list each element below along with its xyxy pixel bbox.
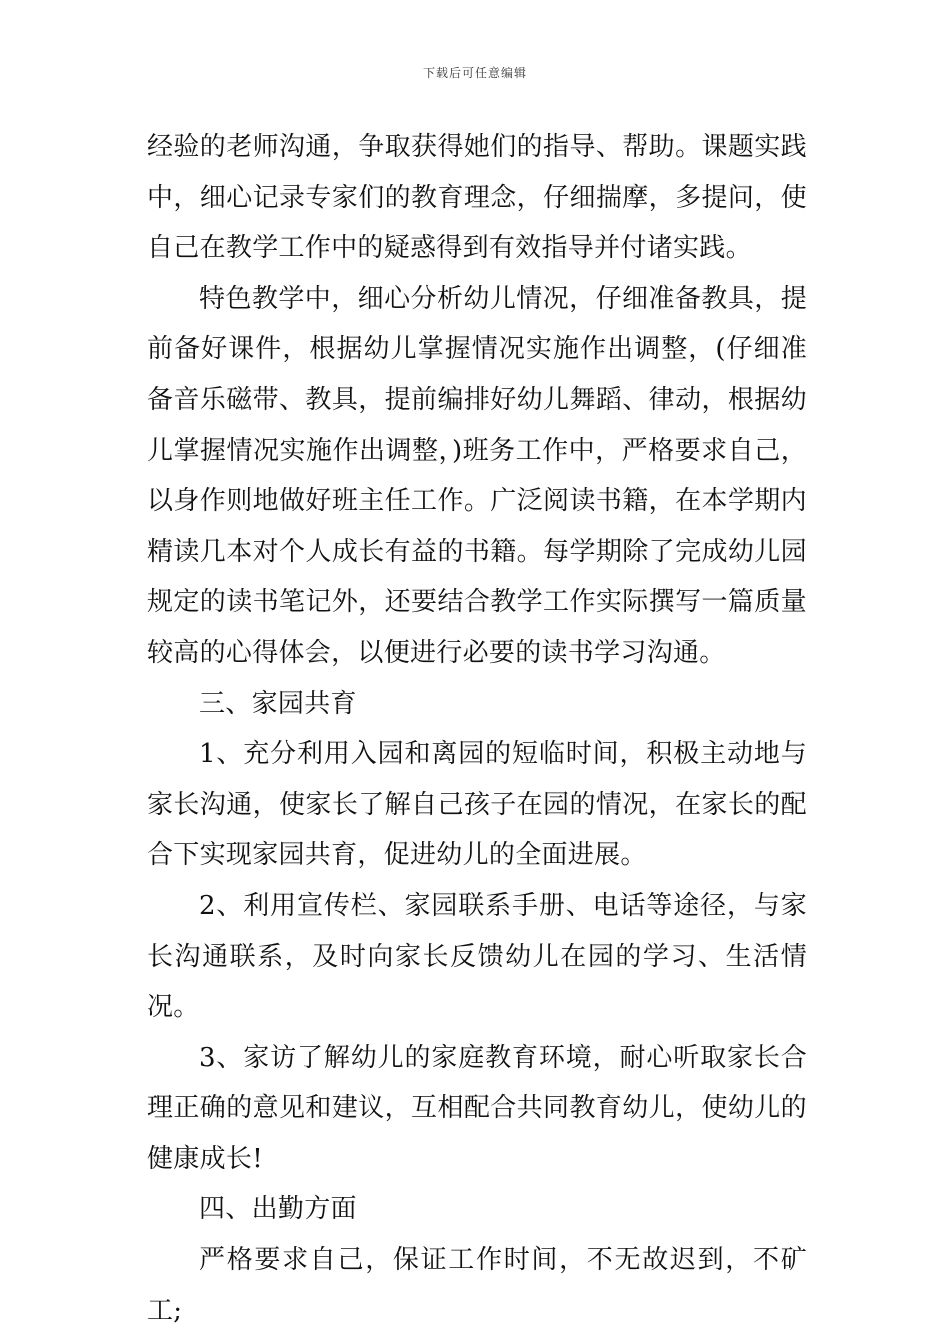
page-header: 下载后可任意编辑 [422, 66, 527, 80]
list-item-2: 2、利用宣传栏、家园联系手册、电话等途径，与家长沟通联系，及时向家长反馈幼儿在园的学习、生活情况。 [147, 890, 807, 1023]
paragraph-attendance: 严格要求自己，保证工作时间，不无故迟到，不矿工; [147, 1245, 807, 1326]
section-heading-home-school: 三、家园共育 [199, 688, 357, 719]
list-item-3: 3、家访了解幼儿的家庭教育环境，耐心听取家长合理正确的意见和建议，互相配合共同教育幼儿，使幼儿的健康成长! [147, 1042, 807, 1174]
list-item-1: 1、充分利用入园和离园的短临时间，积极主动地与家长沟通，使家长了解自己孩子在园的情况，在家长的配合下实现家园共育，促进幼儿的全面进展。 [147, 739, 807, 871]
section-heading-attendance: 四、出勤方面 [199, 1194, 357, 1225]
paragraph-continuation: 经验的老师沟通，争取获得她们的指导、帮助。课题实践中，细心记录专家们的教育理念，仔细揣摩，多提问，使自己在教学工作中的疑惑得到有效指导并付诸实践。 [147, 132, 807, 264]
document-body [147, 122, 807, 1336]
paragraph-teaching: 特色教学中，细心分析幼儿情况，仔细准备教具，提前备好课件，根据幼儿掌握情况实施作出调整，(仔细准备音乐磁带、教具，提前编排好幼儿舞蹈、律动，根据幼儿掌握情况实施作出调整，)班务工作中，严格要求自己，以身作则地做好班主任工作。广泛阅读书籍，在本学期内精读几本对个人成长有益的书籍。每学期除了完成幼儿园规定的读书笔记外，还要结合教学工作实际撰写一篇质量较高的心得体会，以便进行必要的读书学习沟通。 [147, 283, 807, 668]
